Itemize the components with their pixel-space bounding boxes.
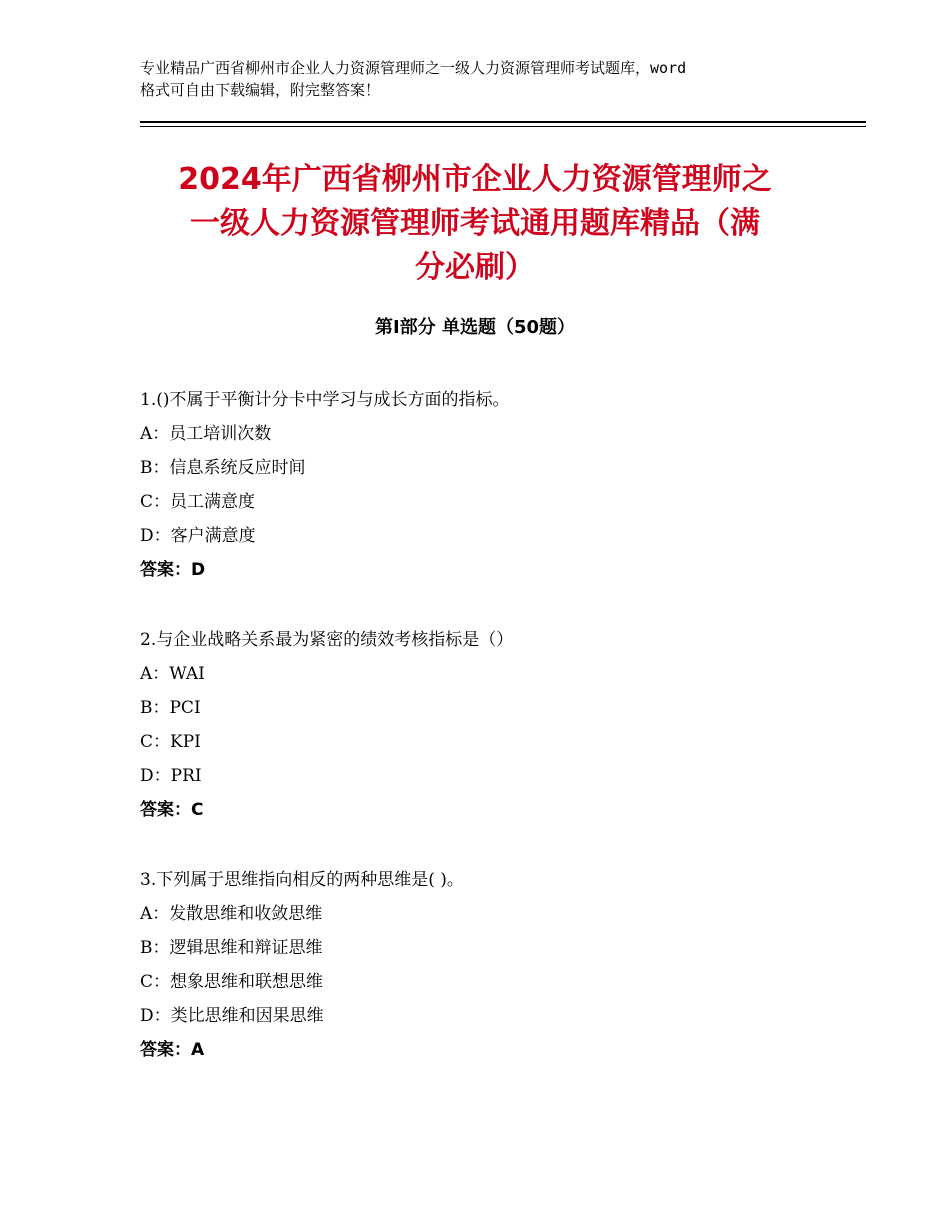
answer: 答案：C (140, 800, 204, 820)
document-title-line-1: 2024年广西省柳州市企业人力资源管理师之 (178, 162, 772, 197)
document-title (110, 158, 840, 290)
option-c: C：KPI (140, 732, 201, 752)
option-d: D：PRI (140, 766, 202, 786)
answer: 答案：A (140, 1040, 205, 1060)
document-title-line-3: 分必刷） (415, 250, 535, 285)
option-a: A：WAI (140, 664, 205, 684)
header-note-line-2: 格式可自由下载编辑，附完整答案！ (140, 81, 381, 99)
question-1 (140, 383, 840, 587)
header-divider-thick (140, 121, 866, 123)
question-2 (140, 623, 840, 827)
header-divider-thin (140, 126, 866, 127)
option-b: B：PCI (140, 698, 201, 718)
option-b: B：信息系统反应时间 (140, 458, 306, 478)
section-heading: 第Ⅰ部分 单选题（50题） (374, 317, 575, 338)
option-d: D：类比思维和因果思维 (140, 1006, 324, 1026)
question-stem: 2.与企业战略关系最为紧密的绩效考核指标是（） (140, 630, 514, 650)
option-c: C：想象思维和联想思维 (140, 972, 324, 992)
header-note-line-1: 专业精品广西省柳州市企业人力资源管理师之一级人力资源管理师考试题库，word (140, 59, 687, 77)
question-stem: 1.()不属于平衡计分卡中学习与成长方面的指标。 (140, 390, 510, 410)
document-title-line-2: 一级人力资源管理师考试通用题库精品（满 (190, 206, 760, 241)
header-note (140, 57, 830, 101)
option-a: A：发散思维和收敛思维 (140, 904, 323, 924)
answer: 答案：D (140, 560, 206, 580)
question-stem: 3.下列属于思维指向相反的两种思维是( )。 (140, 870, 464, 890)
option-a: A：员工培训次数 (140, 424, 272, 444)
question-3 (140, 863, 840, 1067)
option-d: D：客户满意度 (140, 526, 256, 546)
question-list (140, 383, 840, 1103)
option-b: B：逻辑思维和辩证思维 (140, 938, 323, 958)
option-c: C：员工满意度 (140, 492, 256, 512)
